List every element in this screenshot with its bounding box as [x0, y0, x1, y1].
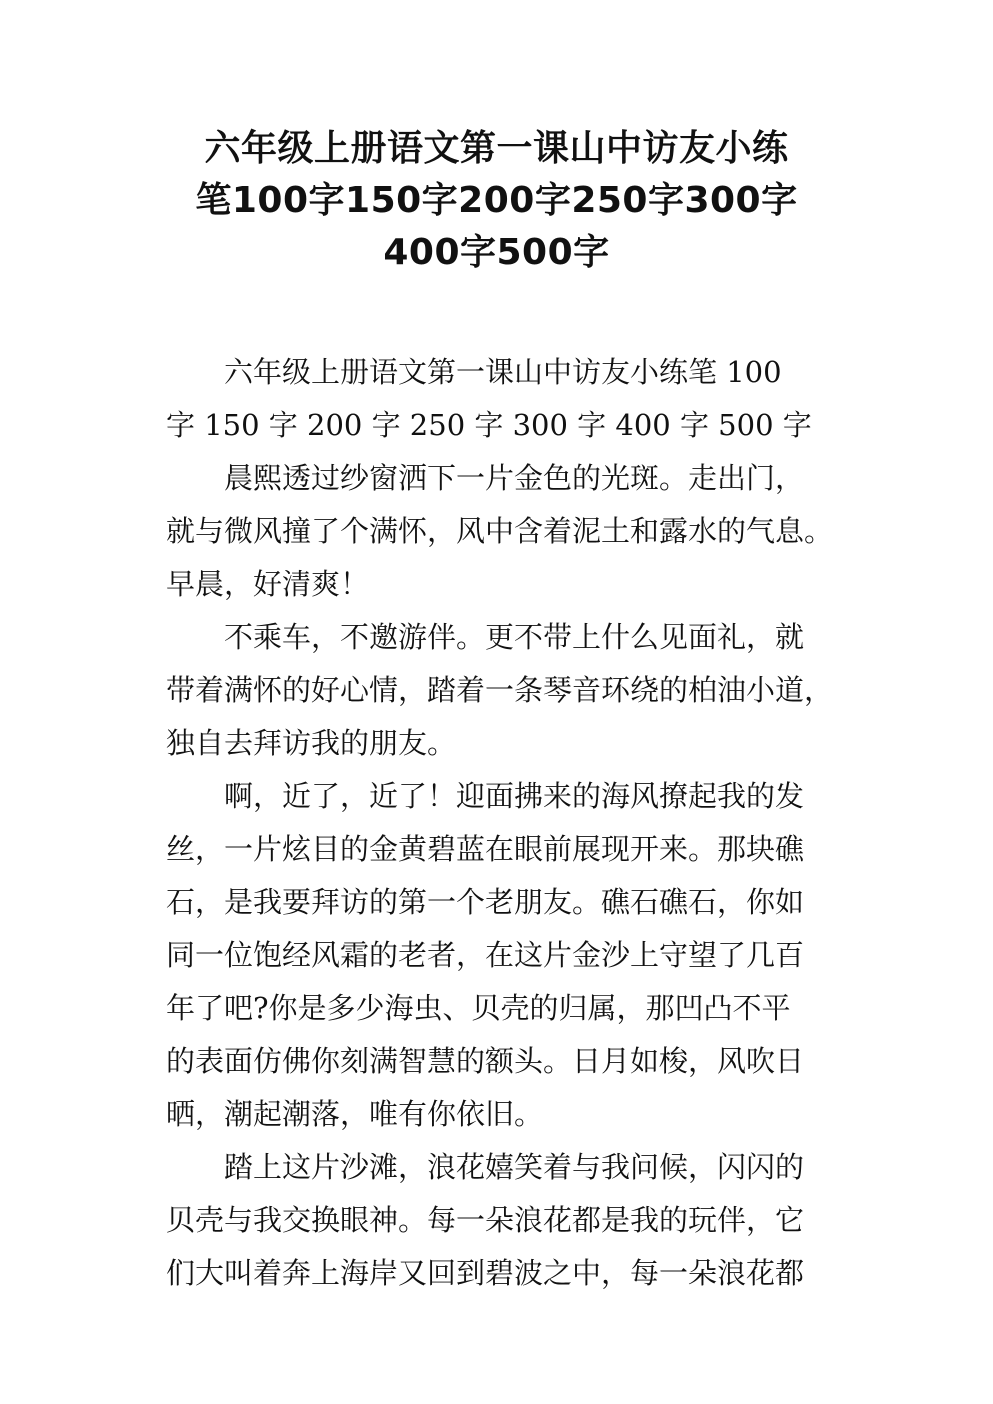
body-text-line: 踏上这片沙滩，浪花嬉笑着与我问候，闪闪的 [224, 1150, 805, 1184]
body-text-line: 早晨，好清爽！ [166, 567, 370, 601]
body-text-line: 贝壳与我交换眼神。每一朵浪花都是我的玩伴，它 [166, 1203, 805, 1237]
body-text-line: 们大叫着奔上海岸又回到碧波之中，每一朵浪花都 [166, 1256, 805, 1290]
body-text-line: 的表面仿佛你刻满智慧的额头。日月如梭，风吹日 [166, 1044, 805, 1078]
title-line-2: 笔100字150字200字250字300字 [195, 180, 798, 221]
body-text-line: 同一位饱经风霜的老者，在这片金沙上守望了几百 [166, 938, 805, 972]
body-text-line: 晨熙透过纱窗洒下一片金色的光斑。走出门， [224, 461, 805, 495]
body-text-line: 就与微风撞了个满怀，风中含着泥土和露水的气息。 [166, 514, 834, 548]
document-body [166, 346, 846, 1300]
title-line-3: 400字500字 [383, 232, 610, 273]
body-text-line: 丝，一片炫目的金黄碧蓝在眼前展现开来。那块礁 [166, 832, 805, 866]
body-text-line: 带着满怀的好心情，踏着一条琴音环绕的柏油小道， [166, 673, 834, 707]
body-text-line: 啊，近了，近了！迎面拂来的海风撩起我的发 [224, 779, 805, 813]
body-text-line: 石，是我要拜访的第一个老朋友。礁石礁石，你如 [166, 885, 805, 919]
body-text-line: 独自去拜访我的朋友。 [166, 726, 457, 760]
body-text-line: 年了吧?你是多少海虫、贝壳的归属，那凹凸不平 [166, 991, 791, 1025]
body-text-line: 六年级上册语文第一课山中访友小练笔 100 [224, 355, 782, 389]
title-line-1: 六年级上册语文第一课山中访友小练 [204, 128, 789, 169]
document-title [150, 123, 843, 279]
body-text-line: 晒，潮起潮落，唯有你依旧。 [166, 1097, 544, 1131]
body-text-line: 不乘车，不邀游伴。更不带上什么见面礼，就 [224, 620, 805, 654]
body-text-line: 字 150 字 200 字 250 字 300 字 400 字 500 字 [166, 408, 812, 442]
